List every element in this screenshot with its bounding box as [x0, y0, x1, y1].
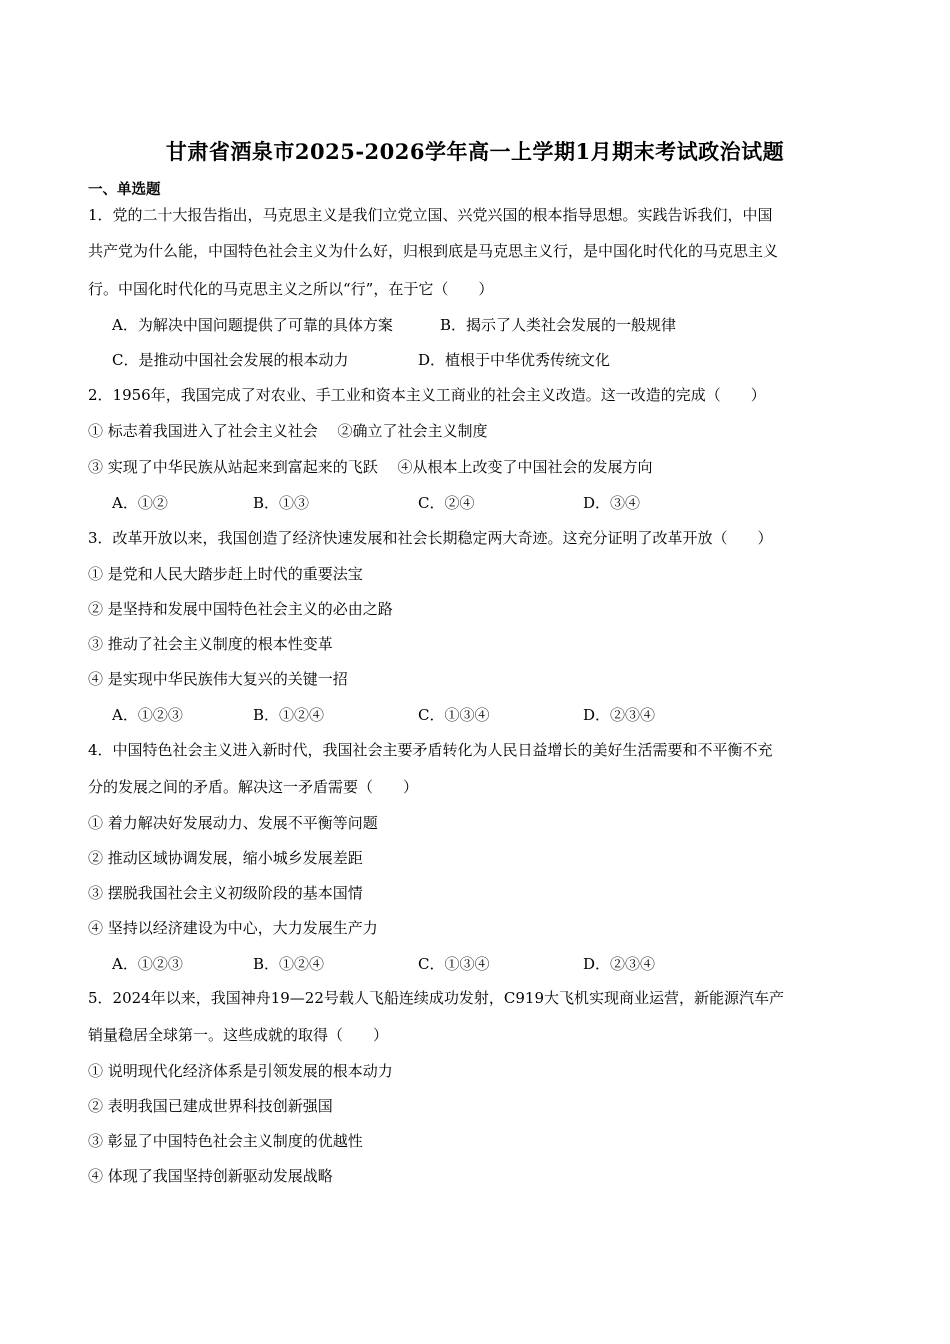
- q1-option-a: A．为解决中国问题提供了可靠的具体方案: [112, 316, 393, 334]
- q4-statement-3: ③ 摆脱我国社会主义初级阶段的基本国情: [88, 884, 363, 902]
- q4-statement-4: ④ 坚持以经济建设为中心，大力发展生产力: [88, 919, 378, 937]
- q2-option-c: C．②④: [418, 494, 475, 512]
- q4-stem-line-2: 分的发展之间的矛盾。解决这一矛盾需要（ ）: [88, 778, 419, 796]
- q3-stem-line-1: 3．改革开放以来，我国创造了经济快速发展和社会长期稳定两大奇迹。这充分证明了改革开放（ ）: [88, 529, 773, 547]
- q3-statement-1: ① 是党和人民大踏步赶上时代的重要法宝: [88, 565, 363, 583]
- q4-statement-1: ① 着力解决好发展动力、发展不平衡等问题: [88, 814, 378, 832]
- q2-option-a: A．①②: [112, 494, 168, 512]
- q4-option-d: D．②③④: [583, 955, 656, 973]
- q5-statement-2: ② 表明我国已建成世界科技创新强国: [88, 1097, 333, 1115]
- q3-option-b: B．①②④: [253, 706, 325, 724]
- q3-option-d: D．②③④: [583, 706, 656, 724]
- section-heading: 一、单选题: [88, 181, 161, 198]
- q1-option-d: D．植根于中华优秀传统文化: [418, 351, 611, 369]
- q2-statement-2: ③ 实现了中华民族从站起来到富起来的飞跃 ④从根本上改变了中国社会的发展方向: [88, 458, 653, 476]
- q3-statement-3: ③ 推动了社会主义制度的根本性变革: [88, 635, 333, 653]
- q3-statement-4: ④ 是实现中华民族伟大复兴的关键一招: [88, 670, 348, 688]
- q5-statement-3: ③ 彰显了中国特色社会主义制度的优越性: [88, 1132, 363, 1150]
- q5-statement-4: ④ 体现了我国坚持创新驱动发展战略: [88, 1167, 333, 1185]
- q5-stem-line-2: 销量稳居全球第一。这些成就的取得（ ）: [88, 1026, 389, 1044]
- q2-option-b: B．①③: [253, 494, 310, 512]
- q5-statement-1: ① 说明现代化经济体系是引领发展的根本动力: [88, 1062, 393, 1080]
- q4-statement-2: ② 推动区域协调发展，缩小城乡发展差距: [88, 849, 363, 867]
- q1-option-c: C．是推动中国社会发展的根本动力: [112, 351, 349, 369]
- q3-statement-2: ② 是坚持和发展中国特色社会主义的必由之路: [88, 600, 393, 618]
- q3-option-c: C．①③④: [418, 706, 490, 724]
- q4-option-b: B．①②④: [253, 955, 325, 973]
- q5-stem-line-1: 5．2024年以来，我国神舟19—22号载人飞船连续成功发射，C919大飞机实现商业运营，新能源汽车产: [88, 989, 785, 1007]
- q1-option-b: B．揭示了人类社会发展的一般规律: [440, 316, 677, 334]
- q1-stem-line-3: 行。中国化时代化的马克思主义之所以“行”，在于它（ ）: [88, 280, 494, 298]
- q1-stem-line-1: 1．党的二十大报告指出，马克思主义是我们立党立国、兴党兴国的根本指导思想。实践告诉我们，中国: [88, 206, 773, 224]
- q1-stem-line-2: 共产党为什么能，中国特色社会主义为什么好，归根到底是马克思主义行，是中国化时代化的马克思主义: [88, 242, 779, 260]
- q3-option-a: A．①②③: [112, 706, 183, 724]
- q4-option-a: A．①②③: [112, 955, 183, 973]
- q2-statement-1: ① 标志着我国进入了社会主义社会 ②确立了社会主义制度: [88, 422, 488, 440]
- q2-stem-line-1: 2．1956年，我国完成了对农业、手工业和资本主义工商业的社会主义改造。这一改造的完成（ ）: [88, 386, 766, 404]
- q4-option-c: C．①③④: [418, 955, 490, 973]
- page-title: 甘肃省酒泉市2025-2026学年高一上学期1月期末考试政治试题: [165, 139, 785, 164]
- q2-option-d: D．③④: [583, 494, 641, 512]
- q4-stem-line-1: 4．中国特色社会主义进入新时代，我国社会主要矛盾转化为人民日益增长的美好生活需要和不平衡不充: [88, 741, 773, 759]
